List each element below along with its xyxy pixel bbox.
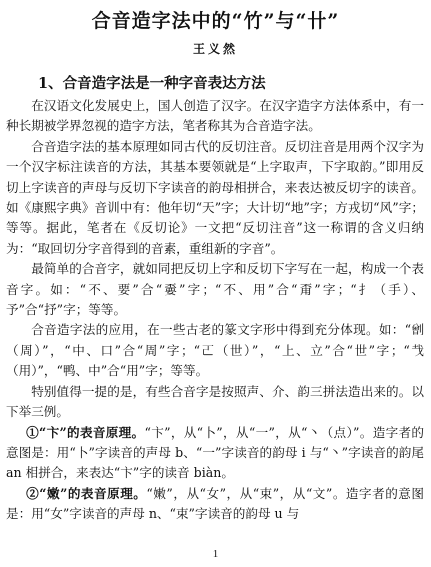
example-text: “嫩”，从“女”，从“束”，从“文”。造字者的意图是：用“女”字读音的声母 n、“束”字读音的韵母 u 与 xyxy=(6,485,424,522)
example-lead: ①“卞”的表音原理。 xyxy=(26,424,145,440)
paragraph: 最简单的合音字，就如同把反切上字和反切下字写在一起，构成一个表音字。如：“不、要”合“嫑”字；“不、用”合“甭”字；“扌（手）、予”合“抒”字；等等。 xyxy=(6,261,424,318)
paragraph: 在汉语文化发展史上，国人创造了汉字。在汉字造字方法体系中，有一种长期被学界忽视的造字方法，笔者称其为合音造字法。 xyxy=(6,98,424,134)
example-text: “卞”，从“卜”，从“一”，从“丶（点）”。造字者的意图是：用“卜”字读音的声母 b、“一”字读音的韵母 i 与“丶”字读音的韵尾 an 相拼合，来表达“卞”字的读音 biàn。 xyxy=(6,424,424,481)
example-paragraph xyxy=(6,484,424,525)
paragraph: 合音造字法的基本原理如同古代的反切注音。反切注音是用两个汉字为一个汉字标注读音的方法，其基本要领就是“上字取声，下字取韵。”即用反切上字读音的声母与反切下字读音的韵母相拼合，来表达被反切字的读音。如《康熙字典》音训中有：他年切“天”字；大计切“地”字；方戎切“风”字；等等。据此，笔者在《反切论》一文把“反切注音”这一称谓的含义归纳为：“取回切分字音得到的音素，重组新的字音”。 xyxy=(6,138,424,256)
article-body xyxy=(6,96,424,525)
example-paragraph xyxy=(6,423,424,484)
paragraph: 合音造字法的应用，在一些古老的篆文字形中得到充分体现。如：“𠟂（周）”，“中、口”合“周”字；“𠀀（世）”，“上、立”合“世”字；“𢦏（用）”，“鸭、中”合“用”字；等等。 xyxy=(6,322,424,379)
author-name: 王义然 xyxy=(192,42,238,56)
page-number: 1 xyxy=(212,548,219,560)
paragraph: 特别值得一提的是，有些合音字是按照声、介、韵三拼法造出来的。以下举三例。 xyxy=(6,383,424,420)
example-lead: ②“嫩”的表音原理。 xyxy=(26,485,147,501)
page-title: 合音造字法中的“竹”与“卄” xyxy=(91,10,340,32)
section-heading: 1、合音造字法是一种字音表达方法 xyxy=(38,75,266,92)
